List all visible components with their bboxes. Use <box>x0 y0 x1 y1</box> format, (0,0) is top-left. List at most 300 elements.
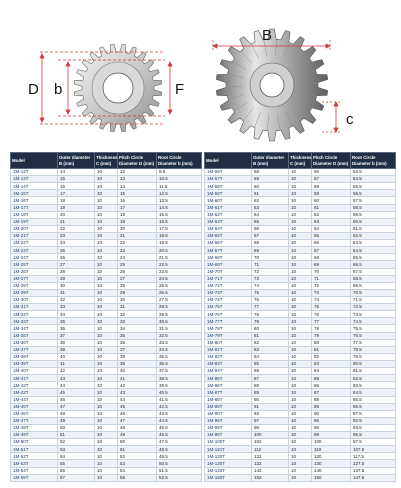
cell-outer-diameter: 17 <box>58 190 95 197</box>
cell-model: 1M-40T <box>11 368 58 375</box>
cell-outer-diameter: 50 <box>58 424 95 431</box>
cell-outer-diameter: 83 <box>252 346 289 353</box>
table-row <box>205 424 396 431</box>
cell-model: 1M-25T <box>11 261 58 268</box>
table-row <box>205 311 396 318</box>
cell-thickness: 10 <box>289 240 312 247</box>
cell-root-circle: 15.5 <box>157 211 202 218</box>
cell-root-circle: 51.5 <box>157 467 202 474</box>
header-model: Model <box>205 153 252 169</box>
cell-thickness: 10 <box>95 446 118 453</box>
table-row <box>205 318 396 325</box>
spec-table-right-body <box>205 169 396 482</box>
label-c: c <box>346 111 354 128</box>
cell-pitch-circle: 60 <box>312 197 351 204</box>
cell-pitch-circle: 150 <box>312 474 351 481</box>
cell-model: 1M-50T <box>11 439 58 446</box>
cell-thickness: 10 <box>95 360 118 367</box>
cell-root-circle: 37.5 <box>157 368 202 375</box>
cell-root-circle: 81.5 <box>351 368 396 375</box>
cell-pitch-circle: 63 <box>312 218 351 225</box>
cell-pitch-circle: 78 <box>312 325 351 332</box>
cell-pitch-circle: 20 <box>118 225 157 232</box>
cell-pitch-circle: 76 <box>312 311 351 318</box>
cell-pitch-circle: 84 <box>312 368 351 375</box>
cell-root-circle: 93.5 <box>351 424 396 431</box>
cell-pitch-circle: 16 <box>118 197 157 204</box>
cell-root-circle: 53.5 <box>351 169 396 176</box>
cell-pitch-circle: 50 <box>118 439 157 446</box>
cell-outer-diameter: 22 <box>58 225 95 232</box>
cell-pitch-circle: 86 <box>312 382 351 389</box>
cell-outer-diameter: 46 <box>58 396 95 403</box>
cell-outer-diameter: 58 <box>252 169 289 176</box>
cell-root-circle: 35.5 <box>157 353 202 360</box>
cell-model: 1M-47T <box>11 417 58 424</box>
cell-pitch-circle: 81 <box>312 346 351 353</box>
cell-pitch-circle: 65 <box>312 232 351 239</box>
cell-model: 1M-60T <box>205 197 252 204</box>
cell-root-circle: 34.5 <box>157 346 202 353</box>
cell-outer-diameter: 98 <box>252 424 289 431</box>
cell-model: 1M-71T <box>205 275 252 282</box>
spec-table-left <box>10 152 202 482</box>
cell-outer-diameter: 90 <box>252 396 289 403</box>
cell-pitch-circle: 53 <box>118 460 157 467</box>
cell-thickness: 10 <box>289 410 312 417</box>
cell-model: 1M-15T <box>11 190 58 197</box>
table-row <box>11 375 202 382</box>
table-row <box>11 261 202 268</box>
header-root-circle: Root Circle Diameter b (mm) <box>351 153 396 169</box>
header-thickness: Thickness C (mm) <box>289 153 312 169</box>
cell-thickness: 10 <box>289 247 312 254</box>
cell-pitch-circle: 70 <box>312 268 351 275</box>
table-row <box>205 261 396 268</box>
cell-model: 1M-24T <box>11 254 58 261</box>
cell-outer-diameter: 102 <box>252 439 289 446</box>
cell-root-circle: 127.5 <box>351 460 396 467</box>
cell-pitch-circle: 96 <box>312 424 351 431</box>
cell-thickness: 10 <box>95 467 118 474</box>
table-row <box>11 232 202 239</box>
cell-root-circle: 50.5 <box>157 460 202 467</box>
cell-model: 1M-46T <box>11 410 58 417</box>
table-row <box>205 325 396 332</box>
cell-outer-diameter: 26 <box>58 254 95 261</box>
header-thickness: Thickness C (mm) <box>95 153 118 169</box>
cell-thickness: 10 <box>95 176 118 183</box>
table-row <box>205 211 396 218</box>
cell-outer-diameter: 62 <box>252 197 289 204</box>
cell-thickness: 10 <box>289 446 312 453</box>
cell-outer-diameter: 70 <box>252 254 289 261</box>
cell-outer-diameter: 80 <box>252 325 289 332</box>
cell-pitch-circle: 85 <box>312 375 351 382</box>
cell-pitch-circle: 41 <box>118 375 157 382</box>
cell-root-circle: 76.5 <box>351 332 396 339</box>
cell-root-circle: 66.5 <box>351 261 396 268</box>
cell-outer-diameter: 53 <box>58 446 95 453</box>
table-row <box>205 360 396 367</box>
cell-pitch-circle: 110 <box>312 446 351 453</box>
cell-outer-diameter: 72 <box>252 268 289 275</box>
cell-thickness: 10 <box>289 403 312 410</box>
cell-outer-diameter: 32 <box>58 296 95 303</box>
table-row <box>205 396 396 403</box>
cell-thickness: 10 <box>95 474 118 481</box>
cell-outer-diameter: 69 <box>252 247 289 254</box>
cell-outer-diameter: 34 <box>58 311 95 318</box>
cell-pitch-circle: 82 <box>312 353 351 360</box>
cell-model: 1M-27T <box>11 275 58 282</box>
cell-outer-diameter: 40 <box>58 353 95 360</box>
table-row <box>205 389 396 396</box>
cell-thickness: 10 <box>95 396 118 403</box>
cell-root-circle: 83.5 <box>351 382 396 389</box>
cell-pitch-circle: 57 <box>312 176 351 183</box>
cell-thickness: 10 <box>289 268 312 275</box>
cell-outer-diameter: 60 <box>252 183 289 190</box>
table-row <box>205 232 396 239</box>
cell-model: 1M-88T <box>205 396 252 403</box>
cell-model: 1M-30T <box>11 296 58 303</box>
cell-outer-diameter: 15 <box>58 176 95 183</box>
table-row <box>205 204 396 211</box>
cell-root-circle: 12.5 <box>157 190 202 197</box>
cell-pitch-circle: 33 <box>118 318 157 325</box>
cell-model: 1M-83T <box>205 360 252 367</box>
cell-pitch-circle: 100 <box>312 439 351 446</box>
cell-root-circle: 49.5 <box>157 453 202 460</box>
table-row <box>11 304 202 311</box>
cell-model: 1M-48T <box>11 424 58 431</box>
cell-root-circle: 54.5 <box>351 176 396 183</box>
table-row <box>11 183 202 190</box>
cell-pitch-circle: 87 <box>312 389 351 396</box>
cell-pitch-circle: 71 <box>312 275 351 282</box>
table-row <box>11 218 202 225</box>
cell-outer-diameter: 64 <box>252 211 289 218</box>
cell-root-circle: 64.5 <box>351 247 396 254</box>
cell-pitch-circle: 59 <box>312 190 351 197</box>
cell-outer-diameter: 52 <box>58 439 95 446</box>
cell-outer-diameter: 67 <box>252 232 289 239</box>
cell-thickness: 10 <box>289 218 312 225</box>
cell-thickness: 10 <box>95 368 118 375</box>
cell-thickness: 10 <box>95 439 118 446</box>
cell-pitch-circle: 75 <box>312 304 351 311</box>
cell-pitch-circle: 68 <box>312 254 351 261</box>
cell-thickness: 10 <box>289 474 312 481</box>
cell-outer-diameter: 82 <box>252 339 289 346</box>
cell-pitch-circle: 25 <box>118 261 157 268</box>
cell-root-circle: 55.5 <box>351 183 396 190</box>
table-row <box>205 417 396 424</box>
cell-thickness: 10 <box>95 225 118 232</box>
cell-thickness: 10 <box>289 439 312 446</box>
cell-thickness: 10 <box>95 204 118 211</box>
cell-model: 1M-67T <box>205 247 252 254</box>
cell-root-circle: 40.5 <box>157 389 202 396</box>
cell-model: 1M-32T <box>11 311 58 318</box>
cell-thickness: 10 <box>289 346 312 353</box>
cell-outer-diameter: 84 <box>252 353 289 360</box>
cell-model: 1M-73T <box>205 289 252 296</box>
cell-root-circle: 18.5 <box>157 232 202 239</box>
cell-outer-diameter: 97 <box>252 417 289 424</box>
cell-root-circle: 77.5 <box>351 339 396 346</box>
cell-thickness: 10 <box>289 197 312 204</box>
cell-pitch-circle: 23 <box>118 247 157 254</box>
cell-model: 1M-85T <box>205 375 252 382</box>
cell-pitch-circle: 89 <box>312 403 351 410</box>
cell-model: 1M-120T <box>205 453 252 460</box>
cell-thickness: 10 <box>289 225 312 232</box>
cell-pitch-circle: 77 <box>312 318 351 325</box>
table-row <box>11 389 202 396</box>
cell-pitch-circle: 43 <box>118 389 157 396</box>
table-row <box>205 304 396 311</box>
cell-pitch-circle: 83 <box>312 360 351 367</box>
table-row <box>11 197 202 204</box>
table-row <box>205 183 396 190</box>
cell-outer-diameter: 74 <box>252 282 289 289</box>
cell-thickness: 10 <box>289 204 312 211</box>
cell-outer-diameter: 63 <box>252 204 289 211</box>
cell-outer-diameter: 75 <box>252 289 289 296</box>
cell-root-circle: 80.5 <box>351 360 396 367</box>
cell-root-circle: 52.5 <box>157 474 202 481</box>
cell-thickness: 10 <box>95 417 118 424</box>
cell-pitch-circle: 58 <box>312 183 351 190</box>
table-row <box>11 325 202 332</box>
cell-pitch-circle: 79 <box>312 332 351 339</box>
cell-model: 1M-31T <box>11 304 58 311</box>
cell-pitch-circle: 56 <box>312 169 351 176</box>
table-row <box>11 403 202 410</box>
cell-thickness: 10 <box>289 289 312 296</box>
cell-pitch-circle: 66 <box>312 240 351 247</box>
cell-thickness: 10 <box>289 353 312 360</box>
table-row <box>11 311 202 318</box>
cell-root-circle: 27.5 <box>157 296 202 303</box>
cell-pitch-circle: 49 <box>118 432 157 439</box>
cell-pitch-circle: 18 <box>118 211 157 218</box>
cell-outer-diameter: 54 <box>58 453 95 460</box>
cell-thickness: 10 <box>289 389 312 396</box>
cell-pitch-circle: 120 <box>312 453 351 460</box>
cell-outer-diameter: 41 <box>58 360 95 367</box>
cell-thickness: 10 <box>95 282 118 289</box>
cell-outer-diameter: 33 <box>58 304 95 311</box>
cell-root-circle: 14.5 <box>157 204 202 211</box>
table-row <box>205 439 396 446</box>
cell-root-circle: 73.5 <box>351 311 396 318</box>
cell-root-circle: 20.5 <box>157 247 202 254</box>
cell-pitch-circle: 24 <box>118 254 157 261</box>
cell-outer-diameter: 39 <box>58 346 95 353</box>
cell-outer-diameter: 77 <box>252 304 289 311</box>
cell-thickness: 10 <box>289 232 312 239</box>
cell-thickness: 10 <box>289 254 312 261</box>
table-row <box>205 410 396 417</box>
cell-pitch-circle: 22 <box>118 240 157 247</box>
cell-root-circle: 31.5 <box>157 325 202 332</box>
cell-model: 1M-57T <box>205 176 252 183</box>
cell-outer-diameter: 87 <box>252 375 289 382</box>
table-row <box>11 268 202 275</box>
cell-model: 1M-87T <box>205 389 252 396</box>
table-row <box>205 346 396 353</box>
table-row <box>11 396 202 403</box>
cell-model: 1M-78T <box>205 325 252 332</box>
table-row <box>205 453 396 460</box>
cell-pitch-circle: 19 <box>118 218 157 225</box>
cell-model: 1M-86T <box>205 382 252 389</box>
cell-pitch-circle: 17 <box>118 204 157 211</box>
cell-outer-diameter: 21 <box>58 218 95 225</box>
cell-model: 1M-21T <box>11 232 58 239</box>
table-row <box>11 247 202 254</box>
cell-model: 1M-45T <box>11 403 58 410</box>
table-row <box>11 275 202 282</box>
cell-root-circle: 22.5 <box>157 261 202 268</box>
cell-model: 1M-76T <box>205 311 252 318</box>
cell-outer-diameter: 20 <box>58 211 95 218</box>
label-b: b <box>54 81 63 98</box>
cell-root-circle: 63.5 <box>351 240 396 247</box>
cell-model: 1M-72T <box>205 282 252 289</box>
cell-thickness: 10 <box>289 332 312 339</box>
cell-root-circle: 44.5 <box>157 417 202 424</box>
label-F: F <box>175 81 185 98</box>
cell-root-circle: 17.5 <box>157 225 202 232</box>
cell-thickness: 10 <box>289 282 312 289</box>
table-row <box>11 360 202 367</box>
cell-pitch-circle: 55 <box>118 474 157 481</box>
cell-outer-diameter: 16 <box>58 183 95 190</box>
table-row <box>205 368 396 375</box>
cell-outer-diameter: 100 <box>252 432 289 439</box>
cell-thickness: 10 <box>289 467 312 474</box>
cell-model: 1M-77T <box>205 318 252 325</box>
cell-outer-diameter: 89 <box>252 389 289 396</box>
table-row <box>205 296 396 303</box>
label-D: D <box>28 81 39 98</box>
cell-outer-diameter: 27 <box>58 261 95 268</box>
cell-thickness: 10 <box>95 453 118 460</box>
table-row <box>11 453 202 460</box>
cell-root-circle: 117.5 <box>351 453 396 460</box>
cell-model: 1M-55T <box>11 474 58 481</box>
table-row <box>205 339 396 346</box>
table-row <box>205 446 396 453</box>
cell-thickness: 10 <box>289 375 312 382</box>
table-header-row <box>11 153 202 169</box>
cell-model: 1M-12T <box>11 169 58 176</box>
cell-model: 1M-38T <box>11 353 58 360</box>
cell-thickness: 10 <box>289 424 312 431</box>
cell-root-circle: 61.5 <box>351 225 396 232</box>
cell-outer-diameter: 59 <box>252 176 289 183</box>
cell-pitch-circle: 69 <box>312 261 351 268</box>
cell-model: 1M-80T <box>205 339 252 346</box>
table-row <box>11 176 202 183</box>
cell-pitch-circle: 27 <box>118 275 157 282</box>
cell-root-circle: 36.5 <box>157 360 202 367</box>
cell-pitch-circle: 80 <box>312 339 351 346</box>
cell-model: 1M-66T <box>205 240 252 247</box>
cell-thickness: 10 <box>289 275 312 282</box>
cell-thickness: 10 <box>95 190 118 197</box>
table-row <box>11 204 202 211</box>
cell-outer-diameter: 25 <box>58 247 95 254</box>
cell-model: 1M-51T <box>11 446 58 453</box>
cell-thickness: 10 <box>95 183 118 190</box>
cell-thickness: 10 <box>95 325 118 332</box>
cell-model: 1M-20T <box>11 225 58 232</box>
cell-outer-diameter: 19 <box>58 204 95 211</box>
cell-root-circle: 69.5 <box>351 282 396 289</box>
table-row <box>205 332 396 339</box>
cell-outer-diameter: 91 <box>252 403 289 410</box>
cell-root-circle: 33.5 <box>157 339 202 346</box>
cell-thickness: 10 <box>95 268 118 275</box>
cell-outer-diameter: 61 <box>252 190 289 197</box>
cell-root-circle: 23.5 <box>157 268 202 275</box>
cell-root-circle: 41.5 <box>157 396 202 403</box>
table-row <box>11 424 202 431</box>
table-row <box>11 296 202 303</box>
cell-model: 1M-81T <box>205 346 252 353</box>
cell-thickness: 10 <box>95 375 118 382</box>
cell-thickness: 10 <box>95 304 118 311</box>
cell-thickness: 10 <box>95 169 118 176</box>
cell-pitch-circle: 62 <box>312 211 351 218</box>
cell-model: 1M-16T <box>11 197 58 204</box>
cell-thickness: 10 <box>95 247 118 254</box>
cell-pitch-circle: 45 <box>118 403 157 410</box>
cell-root-circle: 42.5 <box>157 403 202 410</box>
cell-model: 1M-68T <box>205 254 252 261</box>
cell-pitch-circle: 74 <box>312 296 351 303</box>
cell-model: 1M-95T <box>205 417 252 424</box>
cell-outer-diameter: 29 <box>58 275 95 282</box>
table-row <box>11 474 202 481</box>
cell-outer-diameter: 48 <box>58 410 95 417</box>
cell-model: 1M-61T <box>205 204 252 211</box>
table-row <box>205 254 396 261</box>
cell-root-circle: 19.5 <box>157 240 202 247</box>
cell-pitch-circle: 21 <box>118 232 157 239</box>
cell-root-circle: 147.5 <box>351 474 396 481</box>
cell-outer-diameter: 55 <box>58 460 95 467</box>
cell-pitch-circle: 61 <box>312 204 351 211</box>
cell-model: 1M-18T <box>11 211 58 218</box>
cell-model: 1M-28T <box>11 282 58 289</box>
table-header-row <box>205 153 396 169</box>
cell-pitch-circle: 48 <box>118 424 157 431</box>
cell-outer-diameter: 44 <box>58 382 95 389</box>
table-row <box>11 346 202 353</box>
cell-outer-diameter: 66 <box>252 225 289 232</box>
header-model: Model <box>11 153 58 169</box>
cell-model: 1M-110T <box>205 446 252 453</box>
cell-thickness: 10 <box>95 254 118 261</box>
cell-pitch-circle: 38 <box>118 353 157 360</box>
cell-pitch-circle: 40 <box>118 368 157 375</box>
